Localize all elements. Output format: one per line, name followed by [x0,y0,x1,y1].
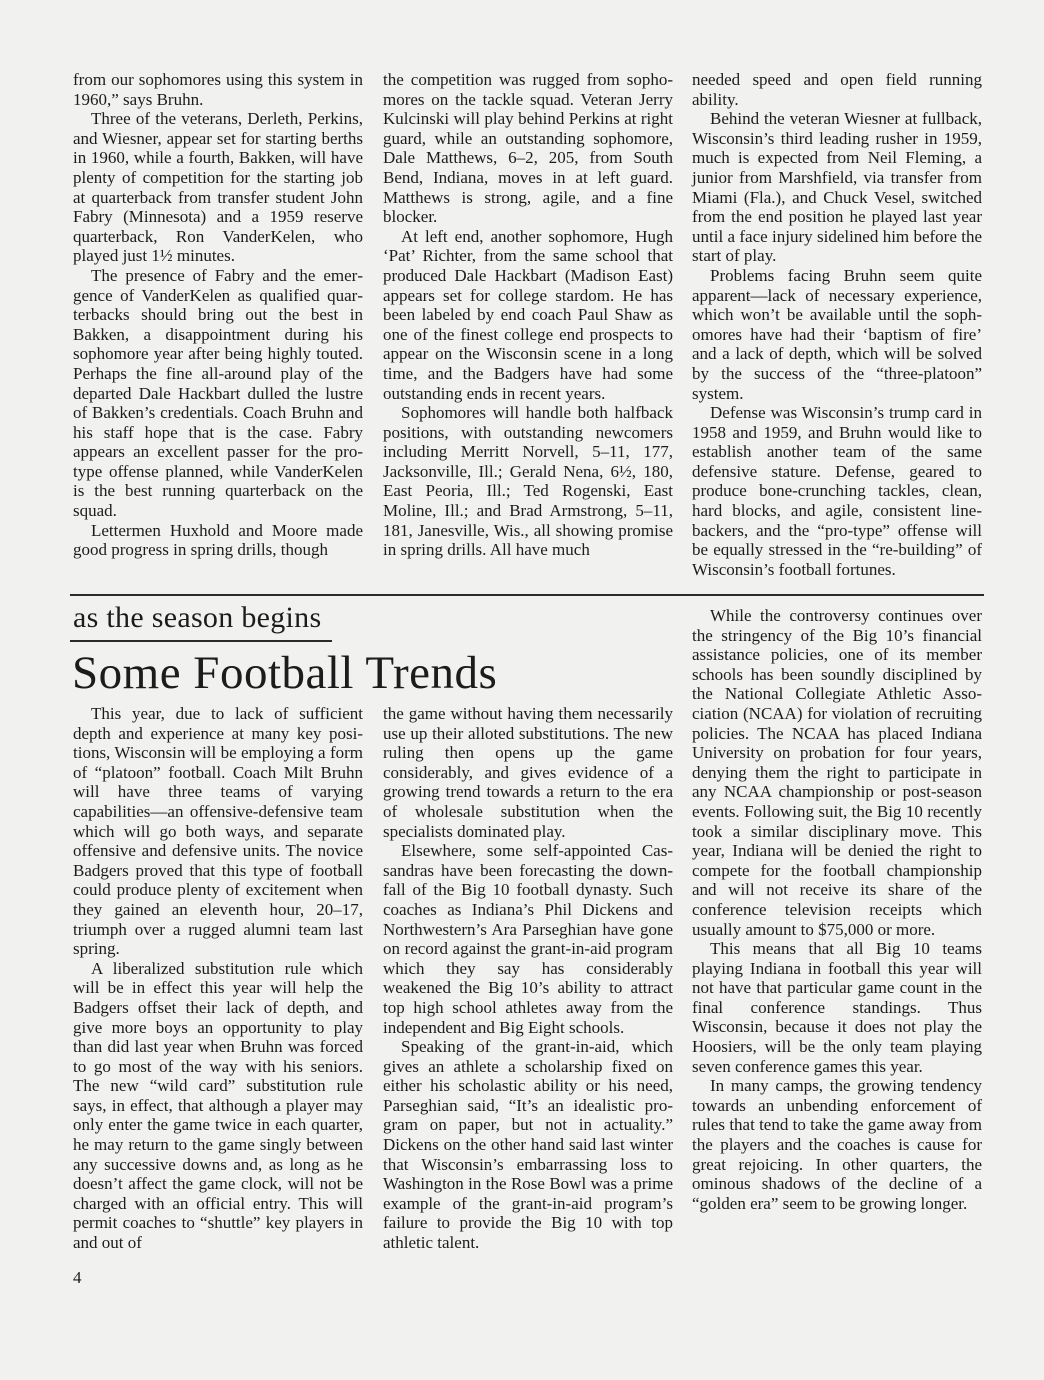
paragraph: Sophomores will handle both halfback positions, with outstanding newcomers including Merritt Norvell, 5–11, 177, Jacksonville, Ill.; Gerald Nena, 6½, 180, East Peoria, Ill.; Ted Rogenski, East Moline, Ill.; and Brad Armstrong, 5–11, 181, Janesville, Wis., all showing promise in spring drills. All have much [383,403,673,560]
paragraph: In many camps, the growing tendency towards an unbending enforcement of rules that tend to take the game away from the players and the coaches is cause for great rejoicing. In other quarters, the ominous shadows of the decline of a “golden era” seem to be growing longer. [692,1076,982,1213]
paragraph: from our sophomores using this system in 1960,” says Bruhn. [73,70,363,109]
kicker-underline [70,640,332,642]
article-column-1 [73,704,363,1253]
paragraph: the game without having them necessarily use up their alloted substitutions. The new ruling then opens up the game considerably, and gives evidence of a growing trend towards a return to the era of wholesale substitution when the specialists dominated play. [383,704,673,841]
section-divider [70,594,984,596]
paragraph: While the controversy continues over the stringency of the Big 10’s financial assistance policies, one of its member schools has been soundly disciplined by the National Collegiate Athletic Association (NCAA) for violation of recruiting policies. The NCAA has placed Indiana University on probation for four years, denying them the right to participate in any NCAA championship or post-season events. Following suit, the Big 10 recently took a similar disciplinary move. This year, Indiana will be denied the right to compete for the football championship and will not receive its share of the conference television receipts which usually amount to $75,000 or more. [692,606,982,939]
paragraph: Defense was Wisconsin’s trump card in 1958 and 1959, and Bruhn would like to establish another team of the same defensive stature. Defense, geared to produce bone-crunching tackles, clean, hard blocks, and agile, consistent linebackers, and the “pro-type” offense will be equally stressed in the “re-building” of Wisconsin’s football fortunes. [692,403,982,579]
article-kicker: as the season begins [73,601,322,634]
top-column-3 [692,70,982,579]
top-column-1 [73,70,363,560]
paragraph: Speaking of the grant-in-aid, which gives an athlete a scholarship fixed on either his scholastic ability or his need, Parseghian said, “It’s an idealistic program on paper, but not in actuality.” Dickens on the other hand said last winter that Wisconsin’s embarrassing loss to Washington in the Rose Bowl was a prime example of the grant-in-aid program’s failure to provide the Big 10 with top athletic talent. [383,1037,673,1253]
paragraph: At left end, another sophomore, Hugh ‘Pat’ Richter, from the same school that produced Dale Hackbart (Madison East) appears set for college stardom. He has been labeled by end coach Paul Shaw as one of the finest college end prospects to appear on the Wisconsin scene in a long time, and the Badgers have had some outstanding ends in recent years. [383,226,673,403]
paragraph: needed speed and open field running ability. [692,70,982,109]
paragraph: Lettermen Huxhold and Moore made good progress in spring drills, though [73,520,363,560]
paragraph: Three of the veterans, Derleth, Perkins, and Wiesner, appear set for starting berths in 1960, while a fourth, Bakken, will have plenty of competition for the starting job at quarterback from transfer student John Fabry (Minnesota) and a 1959 reserve quarterback, Ron VanderKelen, who played just 1½ minutes. [73,109,363,266]
top-column-2 [383,70,673,560]
paragraph: This year, due to lack of sufficient depth and experience at many key positions, Wisconsin will be employing a form of “platoon” football. Coach Milt Bruhn will have three teams of varying capabilities—an offensive-defensive team which will go both ways, and separate offensive and defensive units. The novice Badgers proved that this type of football could produce plenty of excitement when they gained an eleventh hour, 20–17, triumph over a rugged alumni team last spring. [73,704,363,959]
paragraph: Elsewhere, some self-appointed Cassandras have been forecasting the downfall of the Big 10 football dynasty. Such coaches as Indiana’s Phil Dickens and Northwestern’s Ara Parseghian have gone on record against the grant-in-aid program which they say has considerably weakened the Big 10’s ability to attract top high school athletes away from the independent and Big Eight schools. [383,841,673,1037]
page-number: 4 [73,1268,82,1287]
paragraph: the competition was rugged from sophomores on the tackle squad. Veteran Jerry Kulcinski will play behind Perkins at right guard, while an outstanding sophomore, Dale Matthews, 6–2, 205, from South Bend, Indiana, moves in at left guard. Matthews is strong, agile, and a fine blocker. [383,70,673,227]
paragraph: A liberalized substitution rule which will be in effect this year will help the Badgers offset their lack of depth, and give more boys an opportunity to play than did last year when Bruhn was forced to go most of the way with his seniors. The new “wild card” substitution rule says, in effect, that although a player may only enter the game twice in each quarter, he may return to the game singly between any successive downs and, as long as he doesn’t affect the game clock, will not be charged with an official entry. This will permit coaches to “shuttle” key players in and out of [73,958,363,1253]
paragraph: Problems facing Bruhn seem quite apparent—lack of necessary experience, which won’t be available until the sophomores have had their ‘baptism of fire’ and a lack of depth, which will be solved by the success of the “three-platoon” system. [692,265,982,403]
paragraph: The presence of Fabry and the emergence of VanderKelen as qualified quarterbacks should bring out the best in Bakken, a disappointment during his sophomore year after being highly touted. Perhaps the fine all-around play of the departed Dale Hackbart dulled the lustre of Bakken’s credentials. Coach Bruhn and his staff hope that is the case. Fabry appears an excellent passer for the pro-type offense planned, while VanderKelen is the best running quarterback on the squad. [73,265,363,521]
paragraph: This means that all Big 10 teams playing Indiana in football this year will not have that particular game count in the final conference standings. Thus Wisconsin, because it does not play the Hoosiers, will be the only team playing seven conference games this year. [692,939,982,1076]
paragraph: Behind the veteran Wiesner at fullback, Wisconsin’s third leading rusher in 1959, much is expected from Neil Fleming, a junior from Marshfield, via transfer from Miami (Fla.), and Chuck Vesel, switched from the end position he played last year until a face injury sidelined him before the start of play. [692,109,982,266]
article-column-2 [383,704,673,1253]
article-headline: Some Football Trends [72,647,498,699]
article-column-3 [692,606,982,1213]
